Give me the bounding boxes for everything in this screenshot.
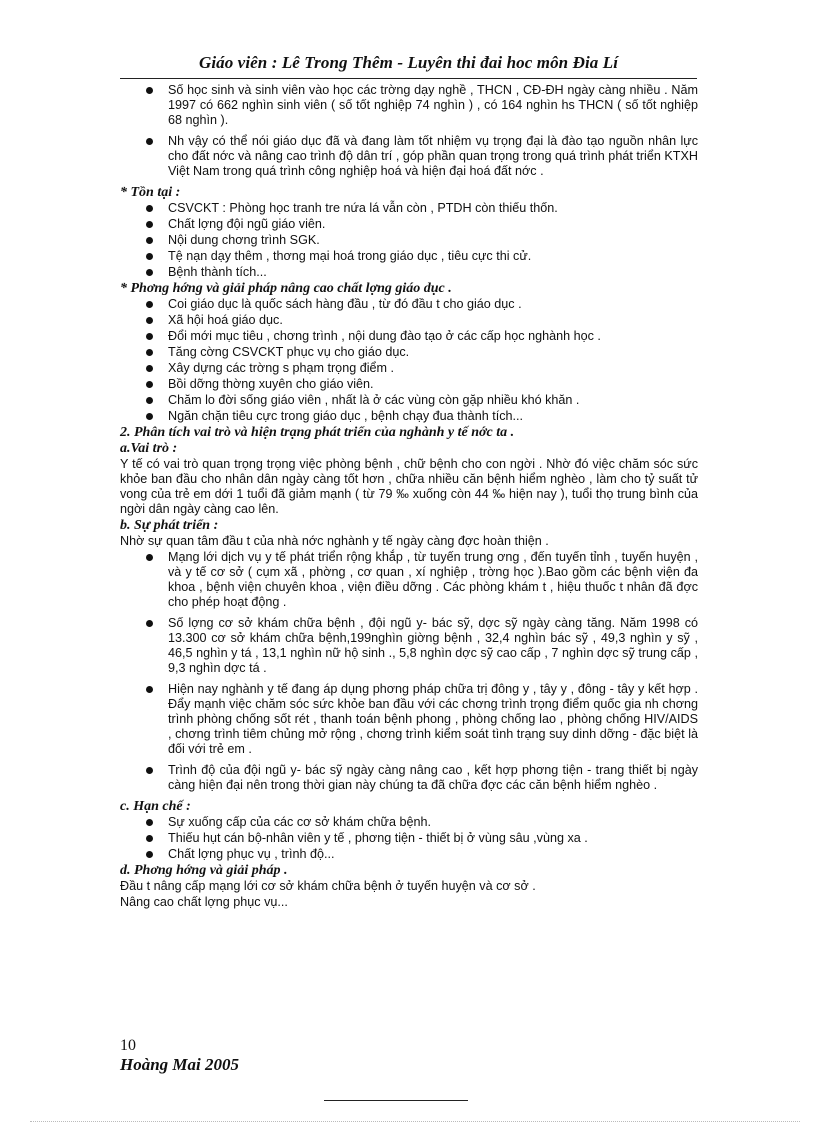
su-phat-trien-list	[120, 550, 698, 793]
section-heading-ton-tai: * Tồn tại :	[120, 185, 181, 200]
paragraph-giai-phap-2: Nâng cao chất lợng phục vụ...	[120, 895, 288, 909]
list-item: Bồi dỡng thờng xuyên cho giáo viên.	[120, 377, 698, 392]
list-item: Đổi mới mục tiêu , chơng trình , nội dung đào tạo ở các cấp học nghành học .	[120, 329, 698, 344]
list-item: Tệ nạn dạy thêm , thơng mại hoá trong giáo dục , tiêu cực thi cử.	[120, 249, 698, 264]
list-item: Bệnh thành tích...	[120, 265, 698, 280]
page-edge-divider	[30, 1121, 800, 1122]
list-item: Trình độ của đội ngũ y- bác sỹ ngày càng nâng cao , kết hợp phơng tiện - trang thiết bị ngày càng hiện đại nên trong thời gian này chúng ta đã chữa đợc các căn bệnh hiểm nghèo .	[120, 763, 698, 793]
list-item: Chất lợng đội ngũ giáo viên.	[120, 217, 698, 232]
list-item: Nh vậy có thể nói giáo dục đã và đang làm tốt nhiệm vụ trọng đại là đào tạo nguồn nhân lực cho đất nớc và nâng cao trình độ dân trí , góp phần quan trọng trong quá trình phát triển KTXH Việt Nam trong quá trình công nghiệp hoá và hiện đại hoá đất nớc .	[120, 134, 698, 179]
list-item: Mạng lới dịch vụ y tế phát triển rộng khắp , từ tuyến trung ơng , đến tuyến tỉnh , tuyến huyện , và y tế cơ sở ( cụm xã , phờng , cơ quan , xí nghiệp , trờng học ).Bao gồm các bệnh viện đa khoa , bệnh viện chuyên khoa , viện điều dỡng . Các phòng khám t , hiệu thuốc t nhân đã đợc cho phép hoạt động .	[120, 550, 698, 610]
list-item: Tăng cờng CSVCKT phục vụ cho giáo dục.	[120, 345, 698, 360]
footer-rule	[324, 1100, 468, 1101]
intro-list	[120, 83, 698, 179]
page-footer: Hoàng Mai 2005	[120, 1055, 240, 1074]
paragraph-vai-tro: Y tế có vai trò quan trọng trọng việc phòng bệnh , chữ bệnh cho con ngời . Nhờ đó việc chăm sóc sức khỏe ban đầu cho nhân dân ngày càng tốt hơn , chữa nhiều căn bệnh hiểm nghèo , làm cho tỷ suất tử vong của trẻ em dới 1 tuổi đã giảm mạnh ( từ 79 ‰ xuống còn 44 ‰ hiện nay ), tuổi thọ trung bình của ngời dân ngày càng cao lên.	[120, 457, 698, 516]
list-item: Số học sinh và sinh viên vào học các trờng dạy nghề , THCN , CĐ-ĐH ngày càng nhiều . Năm 1997 có 662 nghìn sinh viên ( số tốt nghiệp 74 nghìn ) , có 164 nghìn hs THCN ( số tốt nghiệp 68 nghìn ).	[120, 83, 698, 128]
section-heading-phuong-huong: * Phơng hớng và giải pháp nâng cao chất lợng giáo dục .	[120, 281, 452, 296]
list-item: Hiện nay nghành y tế đang áp dụng phơng pháp chữa trị đông y , tây y , đông - tây y kết hợp . Đẩy mạnh việc chăm sóc sức khỏe ban đầu với các chơng trình trọng điểm quốc gia nh chơng trình phòng chống sốt rét , thanh toán bệnh phong , phòng chống lao , phòng chống HIV/AIDS , chơng trình tiêm chủng mở rộng , chơng trình kiểm soát tình trạng suy dinh dỡng - đặc biệt là đối với trẻ em .	[120, 682, 698, 757]
list-item: Ngăn chặn tiêu cực trong giáo dục , bệnh chạy đua thành tích...	[120, 409, 698, 424]
list-item: Xã hội hoá giáo dục.	[120, 313, 698, 328]
page-content	[120, 83, 698, 911]
page-header	[120, 50, 697, 79]
subsection-heading-vai-tro: a.Vai trò :	[120, 441, 178, 456]
subsection-heading-giai-phap: d. Phơng hớng và giải pháp .	[120, 863, 288, 878]
list-item: Chăm lo đời sống giáo viên , nhất là ở các vùng còn gặp nhiều khó khăn .	[120, 393, 698, 408]
subsection-heading-han-che: c. Hạn chế :	[120, 799, 191, 814]
list-item: Chất lợng phục vụ , trình độ...	[120, 847, 698, 862]
list-item: Số lợng cơ sở khám chữa bệnh , đội ngũ y- bác sỹ, dợc sỹ ngày càng tăng. Năm 1998 có 13.300 cơ sở khám chữa bệnh,199nghìn giờng bệnh , 32,4 nghìn bác sỹ , 49,3 nghìn y sỹ , 46,5 nghìn y tá , 13,1 nghìn nữ hộ sinh ., 5,8 nghìn dợc sỹ cao cấp , 7 nghìn dợc sỹ trung cấp , 9,3 nghìn dợc tá .	[120, 616, 698, 676]
header-title: Giáo viên : Lê Trong Thêm - Luyên thi đai hoc môn Đia Lí	[198, 53, 619, 72]
paragraph-giai-phap-1: Đầu t nâng cấp mạng lới cơ sở khám chữa bệnh ở tuyến huyện và cơ sở .	[120, 879, 536, 893]
subsection-heading-su-phat-trien: b. Sự phát triển :	[120, 518, 219, 533]
list-item: CSVCKT : Phòng học tranh tre nứa lá vẫn còn , PTDH còn thiếu thốn.	[120, 201, 698, 216]
list-item: Sự xuống cấp của các cơ sở khám chữa bệnh.	[120, 815, 698, 830]
paragraph-su-phat-trien: Nhờ sự quan tâm đầu t của nhà nớc nghành y tế ngày càng đợc hoàn thiện .	[120, 534, 549, 548]
page-number: 10	[120, 1037, 136, 1054]
list-item: Thiếu hụt cán bộ-nhân viên y tế , phơng tiện - thiết bị ở vùng sâu ,vùng xa .	[120, 831, 698, 846]
list-item: Xây dựng các trờng s phạm trọng điểm .	[120, 361, 698, 376]
han-che-list	[120, 815, 698, 862]
list-item: Coi giáo dục là quốc sách hàng đầu , từ đó đầu t cho giáo dục .	[120, 297, 698, 312]
section-heading-2: 2. Phân tích vai trò và hiện trạng phát triển của nghành y tế nớc ta .	[120, 425, 515, 440]
list-item: Nội dung chơng trình SGK.	[120, 233, 698, 248]
phuong-huong-list	[120, 297, 698, 424]
ton-tai-list	[120, 201, 698, 280]
